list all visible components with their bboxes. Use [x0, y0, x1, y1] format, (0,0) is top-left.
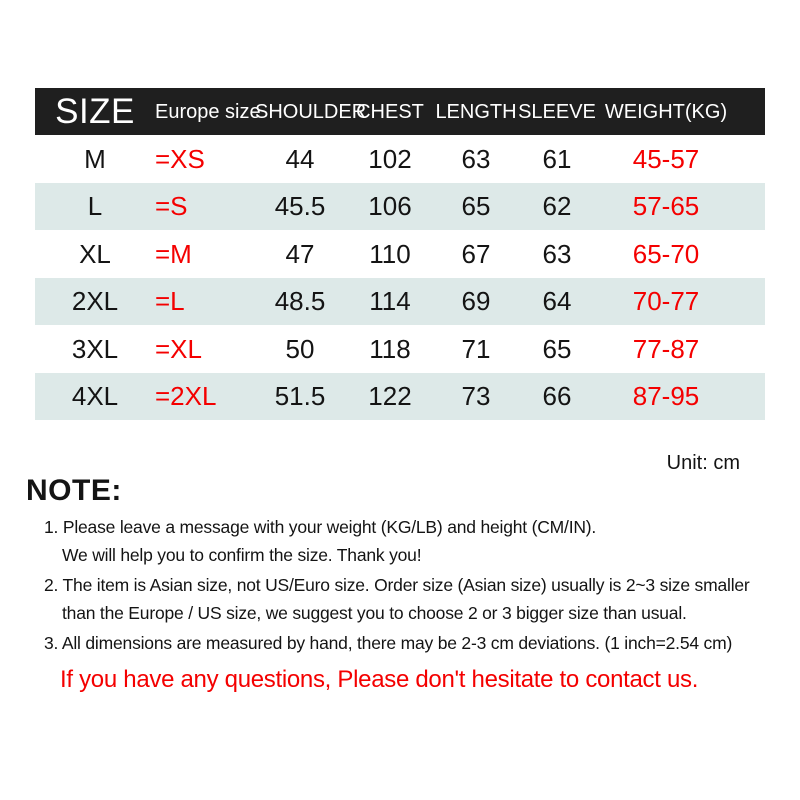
table-cell-sleeve: 64 [542, 286, 572, 317]
table-cell-size: L [87, 191, 103, 222]
table-cell-europe: =M [155, 238, 192, 269]
contact-message: If you have any questions, Please don't hesitate to contact us. [60, 666, 699, 693]
note-line: than the Europe / US size, we suggest you to choose 2 or 3 bigger size than usual. [62, 602, 687, 623]
note-line: We will help you to confirm the size. Thank you! [62, 544, 422, 565]
column-header-europe: Europe size [155, 100, 261, 123]
table-cell-weight: 77-87 [632, 333, 700, 364]
size-chart-table [35, 88, 765, 420]
table-row [35, 325, 765, 373]
table-row [35, 230, 765, 278]
table-cell-chest: 102 [368, 143, 412, 174]
table-cell-weight: 65-70 [632, 238, 700, 269]
note-heading: NOTE: [26, 474, 122, 507]
table-cell-length: 73 [461, 381, 491, 412]
table-cell-weight: 57-65 [632, 191, 700, 222]
table-cell-length: 71 [461, 333, 491, 364]
table-cell-length: 67 [461, 238, 491, 269]
table-cell-sleeve: 62 [542, 191, 572, 222]
column-header-sleeve: SLEEVE [518, 100, 596, 123]
table-cell-sleeve: 65 [542, 333, 572, 364]
table-cell-chest: 110 [369, 238, 411, 269]
table-cell-shoulder: 50 [285, 333, 315, 364]
table-cell-size: 3XL [71, 333, 119, 364]
column-header-chest: CHEST [356, 100, 424, 123]
table-cell-length: 63 [461, 143, 491, 174]
table-cell-weight: 70-77 [632, 286, 700, 317]
table-cell-length: 69 [461, 286, 491, 317]
unit-label: Unit: cm [666, 452, 740, 474]
table-cell-shoulder: 44 [285, 143, 315, 174]
table-cell-shoulder: 48.5 [274, 286, 326, 317]
table-header-row [35, 88, 765, 135]
column-header-length: LENGTH [435, 100, 517, 123]
table-cell-chest: 118 [369, 333, 411, 364]
table-cell-size: 2XL [71, 286, 119, 317]
table-body [35, 135, 765, 420]
table-cell-chest: 106 [368, 191, 412, 222]
table-cell-europe: =2XL [155, 381, 217, 412]
notes-list [0, 514, 800, 658]
table-row [35, 183, 765, 231]
table-cell-chest: 114 [369, 286, 411, 317]
note-line: 3. All dimensions are measured by hand, there may be 2-3 cm deviations. (1 inch=2.54 cm) [44, 633, 733, 653]
table-cell-size: 4XL [71, 381, 119, 412]
table-cell-europe: =S [155, 191, 188, 222]
table-cell-shoulder: 47 [285, 238, 315, 269]
column-header-weight: WEIGHT(KG) [604, 100, 728, 123]
table-row [35, 373, 765, 421]
table-cell-chest: 122 [368, 381, 412, 412]
table-cell-weight: 87-95 [632, 381, 700, 412]
column-header-size: SIZE [55, 92, 135, 131]
table-cell-size: M [84, 143, 106, 174]
column-header-shoulder: SHOULDER [255, 100, 367, 123]
table-cell-weight: 45-57 [632, 143, 700, 174]
table-cell-shoulder: 51.5 [274, 381, 326, 412]
table-cell-europe: =L [155, 286, 185, 317]
table-row [35, 135, 765, 183]
table-cell-length: 65 [461, 191, 491, 222]
table-cell-sleeve: 66 [542, 381, 572, 412]
table-cell-sleeve: 63 [542, 238, 572, 269]
table-cell-europe: =XL [155, 333, 202, 364]
note-line: 2. The item is Asian size, not US/Euro size. Order size (Asian size) usually is 2~3 size smaller [44, 575, 750, 595]
note-line: 1. Please leave a message with your weight (KG/LB) and height (CM/IN). [44, 517, 597, 537]
table-cell-europe: =XS [155, 143, 205, 174]
table-cell-sleeve: 61 [542, 143, 572, 174]
table-row [35, 278, 765, 326]
table-cell-size: XL [79, 238, 111, 269]
table-cell-shoulder: 45.5 [274, 191, 326, 222]
